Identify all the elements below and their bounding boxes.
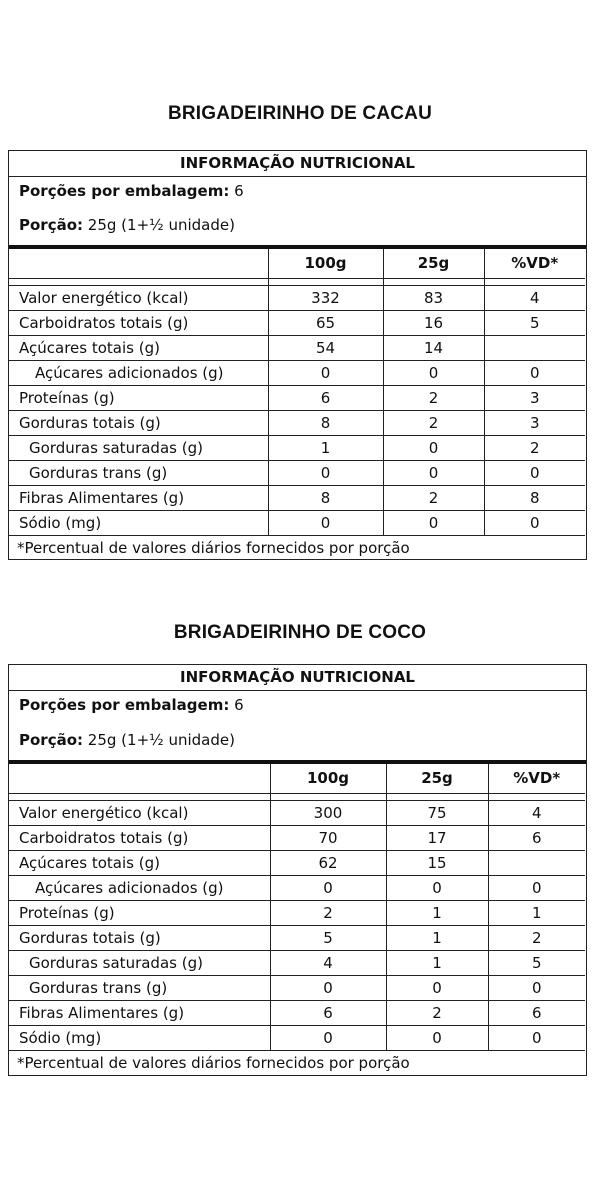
value-25g: 1 <box>386 951 488 976</box>
header-empty <box>9 249 268 279</box>
value-25g: 2 <box>386 1001 488 1026</box>
table-row <box>9 286 585 311</box>
footnote-row <box>9 1051 585 1076</box>
nutrient-label: Gorduras totais (g) <box>9 926 270 951</box>
value-25g: 0 <box>383 361 484 386</box>
value-vd: 2 <box>484 436 585 461</box>
nutrient-label: Sódio (mg) <box>9 1026 270 1051</box>
table-row <box>9 461 585 486</box>
value-25g: 2 <box>383 386 484 411</box>
nutrient-label: Gorduras saturadas (g) <box>9 951 270 976</box>
servings-value: 6 <box>234 696 244 714</box>
nutrient-label: Fibras Alimentares (g) <box>9 1001 270 1026</box>
spacer-row <box>9 794 585 801</box>
value-100g: 0 <box>270 876 386 901</box>
nutrient-label: Gorduras trans (g) <box>9 461 268 486</box>
table-row <box>9 486 585 511</box>
servings-label: Porções por embalagem: <box>19 696 230 714</box>
value-vd: 4 <box>484 286 585 311</box>
nutrition-panel <box>8 664 587 1076</box>
table-row <box>9 801 585 826</box>
table-row <box>9 826 585 851</box>
nutrition-table <box>9 764 585 1075</box>
nutrient-label: Açúcares totais (g) <box>9 336 268 361</box>
table-row <box>9 976 585 1001</box>
value-vd: 0 <box>484 461 585 486</box>
header-25g: 25g <box>383 249 484 279</box>
value-25g: 0 <box>383 436 484 461</box>
value-vd: 2 <box>488 926 585 951</box>
value-25g: 75 <box>386 801 488 826</box>
value-25g: 1 <box>386 926 488 951</box>
value-vd: 0 <box>484 511 585 536</box>
servings-label: Porções por embalagem: <box>19 182 230 200</box>
value-vd: 0 <box>488 1026 585 1051</box>
table-row <box>9 436 585 461</box>
spacer-row <box>9 279 585 286</box>
table-row <box>9 951 585 976</box>
portion-value: 25g (1+½ unidade) <box>87 731 235 749</box>
table-row <box>9 411 585 436</box>
nutrient-label: Açúcares adicionados (g) <box>9 361 268 386</box>
value-100g: 0 <box>270 1026 386 1051</box>
portion-size <box>19 216 235 234</box>
value-25g: 16 <box>383 311 484 336</box>
table-row <box>9 361 585 386</box>
table-row <box>9 926 585 951</box>
servings-per-package <box>19 696 244 714</box>
footnote-row <box>9 536 585 561</box>
table-header-row <box>9 249 585 279</box>
panel-title: INFORMAÇÃO NUTRICIONAL <box>9 151 586 177</box>
value-100g: 54 <box>268 336 383 361</box>
nutrient-label: Carboidratos totais (g) <box>9 311 268 336</box>
value-vd: 3 <box>484 411 585 436</box>
nutrient-label: Valor energético (kcal) <box>9 286 268 311</box>
header-100g: 100g <box>268 249 383 279</box>
table-row <box>9 876 585 901</box>
table-row <box>9 386 585 411</box>
value-100g: 4 <box>270 951 386 976</box>
value-100g: 70 <box>270 826 386 851</box>
table-row <box>9 851 585 876</box>
product-title: BRIGADEIRINHO DE CACAU <box>167 103 433 124</box>
value-100g: 2 <box>270 901 386 926</box>
nutrient-label: Sódio (mg) <box>9 511 268 536</box>
value-25g: 1 <box>386 901 488 926</box>
value-100g: 8 <box>268 411 383 436</box>
nutrient-label: Gorduras trans (g) <box>9 976 270 1001</box>
value-25g: 14 <box>383 336 484 361</box>
nutrition-panel <box>8 150 587 560</box>
value-100g: 300 <box>270 801 386 826</box>
value-vd: 0 <box>488 876 585 901</box>
table-row <box>9 511 585 536</box>
value-vd: 5 <box>488 951 585 976</box>
value-vd <box>488 851 585 876</box>
table-header-row <box>9 764 585 794</box>
nutrient-label: Açúcares totais (g) <box>9 851 270 876</box>
value-25g: 0 <box>383 511 484 536</box>
value-25g: 2 <box>383 486 484 511</box>
header-empty <box>9 764 270 794</box>
table-row <box>9 1001 585 1026</box>
value-vd: 1 <box>488 901 585 926</box>
value-100g: 8 <box>268 486 383 511</box>
nutrient-label: Proteínas (g) <box>9 386 268 411</box>
value-vd: 5 <box>484 311 585 336</box>
table-row <box>9 901 585 926</box>
value-25g: 2 <box>383 411 484 436</box>
footnote: *Percentual de valores diários fornecidos por porção <box>17 539 410 557</box>
value-25g: 0 <box>386 1026 488 1051</box>
value-100g: 5 <box>270 926 386 951</box>
value-vd: 8 <box>484 486 585 511</box>
value-100g: 62 <box>270 851 386 876</box>
nutrient-label: Gorduras saturadas (g) <box>9 436 268 461</box>
nutrient-label: Carboidratos totais (g) <box>9 826 270 851</box>
value-25g: 0 <box>386 976 488 1001</box>
nutrition-table <box>9 249 585 560</box>
portion-value: 25g (1+½ unidade) <box>87 216 235 234</box>
portion-label: Porção: <box>19 216 84 234</box>
value-100g: 6 <box>268 386 383 411</box>
portion-label: Porção: <box>19 731 84 749</box>
value-25g: 15 <box>386 851 488 876</box>
value-100g: 0 <box>268 461 383 486</box>
value-100g: 0 <box>268 361 383 386</box>
nutrient-label: Gorduras totais (g) <box>9 411 268 436</box>
header-vd: %VD* <box>488 764 585 794</box>
value-vd <box>484 336 585 361</box>
servings-value: 6 <box>234 182 244 200</box>
value-25g: 17 <box>386 826 488 851</box>
value-25g: 0 <box>383 461 484 486</box>
portion-size <box>19 731 235 749</box>
header-100g: 100g <box>270 764 386 794</box>
panel-title: INFORMAÇÃO NUTRICIONAL <box>9 665 586 691</box>
value-vd: 6 <box>488 1001 585 1026</box>
header-vd: %VD* <box>484 249 585 279</box>
nutrient-label: Açúcares adicionados (g) <box>9 876 270 901</box>
table-row <box>9 311 585 336</box>
value-100g: 6 <box>270 1001 386 1026</box>
value-25g: 0 <box>386 876 488 901</box>
footnote: *Percentual de valores diários fornecidos por porção <box>17 1054 410 1072</box>
value-vd: 3 <box>484 386 585 411</box>
nutrient-label: Valor energético (kcal) <box>9 801 270 826</box>
value-vd: 4 <box>488 801 585 826</box>
value-vd: 0 <box>484 361 585 386</box>
table-row <box>9 1026 585 1051</box>
table-row <box>9 336 585 361</box>
nutrient-label: Proteínas (g) <box>9 901 270 926</box>
value-25g: 83 <box>383 286 484 311</box>
value-vd: 6 <box>488 826 585 851</box>
value-vd: 0 <box>488 976 585 1001</box>
product-title: BRIGADEIRINHO DE COCO <box>173 622 427 643</box>
header-25g: 25g <box>386 764 488 794</box>
value-100g: 0 <box>268 511 383 536</box>
servings-per-package <box>19 182 244 200</box>
value-100g: 0 <box>270 976 386 1001</box>
value-100g: 65 <box>268 311 383 336</box>
value-100g: 332 <box>268 286 383 311</box>
nutrient-label: Fibras Alimentares (g) <box>9 486 268 511</box>
value-100g: 1 <box>268 436 383 461</box>
